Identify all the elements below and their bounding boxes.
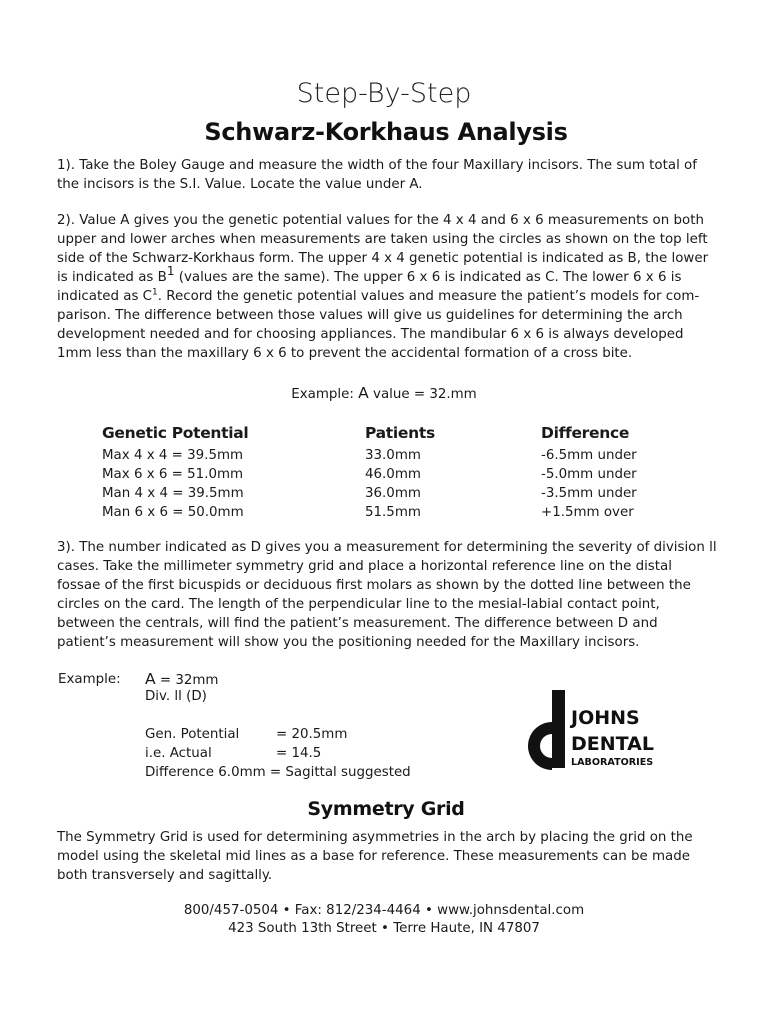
address-line: 423 South 13th Street • Terre Haute, IN 47807 xyxy=(228,921,540,936)
step-2-text-a: 2). Value A gives you the genetic potential values for the 4 x 4 and 6 x 6 measurements on both upper and lower arches when measurements are taken using the circles as shown on the top left side of the Schwarz-Korkhaus form. The upper 4 x 4 genetic potential is indicated as B, the lower is indicated as B xyxy=(57,213,709,285)
step-1-paragraph: 1). Take the Boley Gauge and measure the width of the four Maxillary incisors. The sum total of the incisors is the S.I. Value. Locate the value under A. xyxy=(57,158,697,192)
symmetry-grid-paragraph: The Symmetry Grid is used for determining asymmetries in the arch by placing the grid on the model using the skeletal mid lines as a base for reference. These measurements can be made both transversely and sagittally. xyxy=(57,830,693,883)
a-value: = 32mm xyxy=(155,673,219,688)
c1-superscript: 1 xyxy=(152,287,158,298)
patients-column xyxy=(365,424,435,522)
symmetry-grid-heading: Symmetry Grid xyxy=(307,798,465,820)
johns-dental-logo xyxy=(514,688,674,784)
a-letter: A xyxy=(145,670,156,688)
logo-text-laboratories: LABORATORIES xyxy=(571,757,654,768)
document-subtitle: Step-By-Step xyxy=(296,78,472,109)
example-2-a-line xyxy=(145,670,218,688)
step-3-paragraph: 3). The number indicated as D gives you a measurement for determining the severity of division ll cases. Take the millimeter symmetry grid and place a horizontal reference line on the distal fossae of the first bicuspids or deciduous first molars as shown by the dotted line between the circles on the card. The length of the perpendicular line to the mesial-labial contact point, between the centrals, will find the patient’s measurement. The difference between D and patient’s measurement will show you the positioning needed for the Maxillary incisors. xyxy=(57,540,717,650)
table-cell: 33.0mm xyxy=(365,448,421,463)
logo-text-dental: DENTAL xyxy=(571,733,654,755)
example-a-letter: A xyxy=(358,384,369,402)
genetic-potential-column xyxy=(102,424,248,522)
table-cell: -3.5mm under xyxy=(541,486,637,501)
table-cell: 36.0mm xyxy=(365,486,421,501)
actual-value: = 14.5 xyxy=(276,746,322,761)
gen-potential-line xyxy=(145,727,348,742)
step-2-paragraph xyxy=(57,211,717,363)
b1-superscript: 1 xyxy=(166,264,175,278)
step-2-text-b: (values are the same). The upper 6 x 6 is indicated as C. The lower 6 x 6 is indicated as C xyxy=(57,270,682,304)
table-cell: 46.0mm xyxy=(365,467,421,482)
table-cell: +1.5mm over xyxy=(541,505,634,520)
gen-potential-value: = 20.5mm xyxy=(276,727,348,742)
table-cell: -6.5mm under xyxy=(541,448,637,463)
table-cell: Man 4 x 4 = 39.5mm xyxy=(102,486,244,501)
example-2-label: Example: xyxy=(58,672,121,687)
example-a-value xyxy=(0,384,768,402)
table-cell: 51.5mm xyxy=(365,505,421,520)
actual-label: i.e. Actual xyxy=(145,746,212,761)
contact-line: 800/457-0504 • Fax: 812/234-4464 • www.johnsdental.com xyxy=(183,903,585,918)
patients-header: Patients xyxy=(365,424,435,442)
example-prefix: Example: xyxy=(291,387,359,402)
gen-potential-label: Gen. Potential xyxy=(145,727,240,742)
logo-text-johns: JOHNS xyxy=(571,707,640,729)
difference-line: Difference 6.0mm = Sagittal suggested xyxy=(145,765,411,780)
table-cell: Max 4 x 4 = 39.5mm xyxy=(102,448,244,463)
difference-column xyxy=(541,424,637,522)
table-cell: Man 6 x 6 = 50.0mm xyxy=(102,505,244,520)
table-cell: Max 6 x 6 = 51.0mm xyxy=(102,467,244,482)
actual-line xyxy=(145,746,322,761)
example-2-div-line: Div. ll (D) xyxy=(145,689,207,704)
step-2-text-c: . Record the genetic potential values and measure the patient’s models for com-parison. The difference between those values will give us guidelines for determining the arch development needed and for choosing appliances. The mandibular 6 x 6 is always developed 1mm less than the maxillary 6 x 6 to prevent the accidental formation of a cross bite. xyxy=(57,289,700,361)
example-suffix: value = 32.mm xyxy=(368,387,477,402)
table-cell: -5.0mm under xyxy=(541,467,637,482)
document-title: Schwarz-Korkhaus Analysis xyxy=(204,118,568,146)
difference-header: Difference xyxy=(541,424,630,442)
genetic-potential-header: Genetic Potential xyxy=(102,424,249,442)
